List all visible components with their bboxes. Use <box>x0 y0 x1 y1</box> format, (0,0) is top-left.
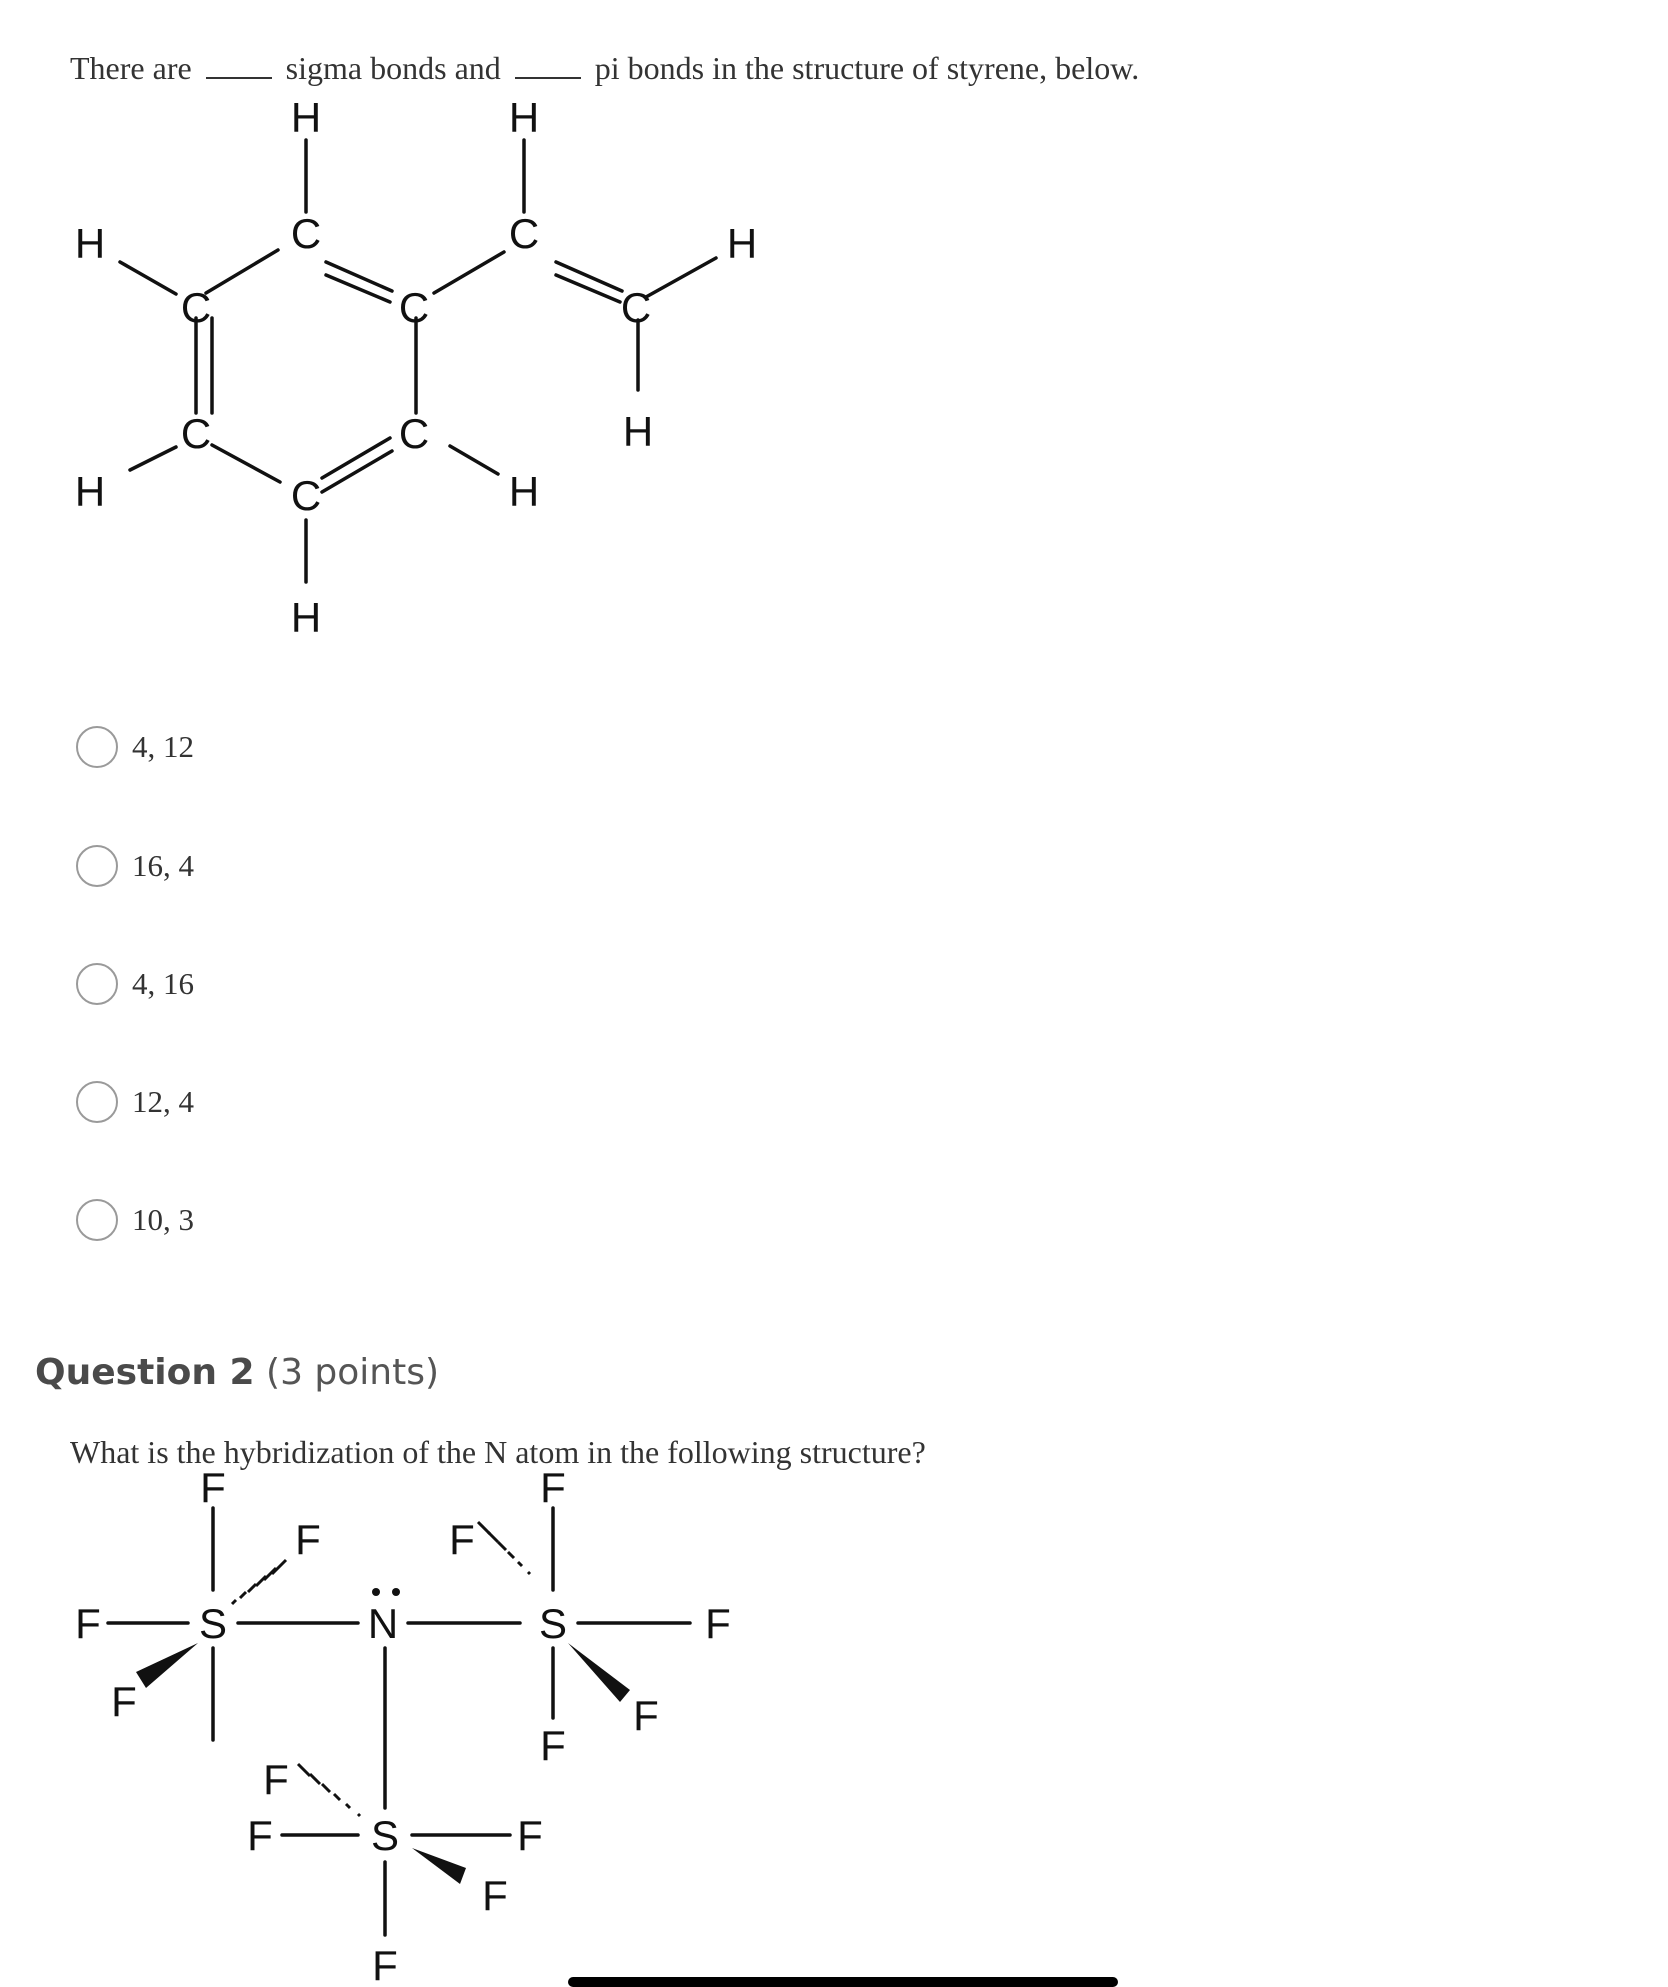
atom-c-label: C <box>398 284 430 331</box>
atom-f-label: F <box>200 1464 226 1511</box>
atom-c-label: C <box>180 410 212 457</box>
atom-s-label: S <box>370 1812 400 1859</box>
atom-h-label: H <box>726 220 758 267</box>
atom-f-label: F <box>449 1516 475 1563</box>
prompt-text-part-1: There are <box>70 50 192 86</box>
atom-h-label: H <box>622 408 654 455</box>
option-label: 4, 16 <box>132 966 194 1001</box>
atom-h-label: H <box>508 94 540 141</box>
atom-h-label: H <box>290 94 322 141</box>
atom-f-label: F <box>247 1812 273 1859</box>
atom-f-label: F <box>540 1722 566 1769</box>
atom-s-label: S <box>538 1600 568 1647</box>
atom-c-label: C <box>620 284 652 331</box>
atom-h-label: H <box>290 594 322 641</box>
atom-c-label: C <box>508 210 540 257</box>
atom-c-label: C <box>180 284 212 331</box>
atom-c-label: C <box>398 410 430 457</box>
prompt-text-part-2: sigma bonds and <box>285 50 501 86</box>
atom-f-label: F <box>633 1692 659 1739</box>
atom-h-label: H <box>74 468 106 515</box>
atom-h-label: H <box>74 220 106 267</box>
prompt-text-part-3: pi bonds in the structure of styrene, below. <box>594 50 1140 86</box>
atom-n-label: N <box>367 1600 399 1647</box>
atom-f-label: F <box>263 1756 289 1803</box>
home-indicator-bar[interactable] <box>568 1977 1118 1987</box>
atom-f-label: F <box>372 1942 398 1987</box>
lone-pair-dots <box>372 1588 400 1596</box>
option-label: 12, 4 <box>132 1084 194 1119</box>
atom-f-label: F <box>111 1678 137 1725</box>
atom-h-label: H <box>508 468 540 515</box>
atom-s-label: S <box>198 1600 228 1647</box>
question-points: (3 points) <box>266 1352 440 1393</box>
question-2-prompt: What is the hybridization of the N atom in the following structure? <box>70 1434 926 1470</box>
option-label: 16, 4 <box>132 848 194 883</box>
atom-c-label: C <box>290 472 322 519</box>
atom-c-label: C <box>290 210 322 257</box>
option-label: 4, 12 <box>132 729 194 764</box>
question-number: Question 2 <box>35 1352 255 1393</box>
atom-f-label: F <box>540 1464 566 1511</box>
option-label: 10, 3 <box>132 1202 194 1237</box>
atom-f-label: F <box>482 1872 508 1919</box>
atom-f-label: F <box>75 1600 101 1647</box>
atom-f-label: F <box>295 1516 321 1563</box>
atom-f-label: F <box>517 1812 543 1859</box>
atom-f-label: F <box>705 1600 731 1647</box>
structure-2-atom-labels <box>75 1464 731 1987</box>
